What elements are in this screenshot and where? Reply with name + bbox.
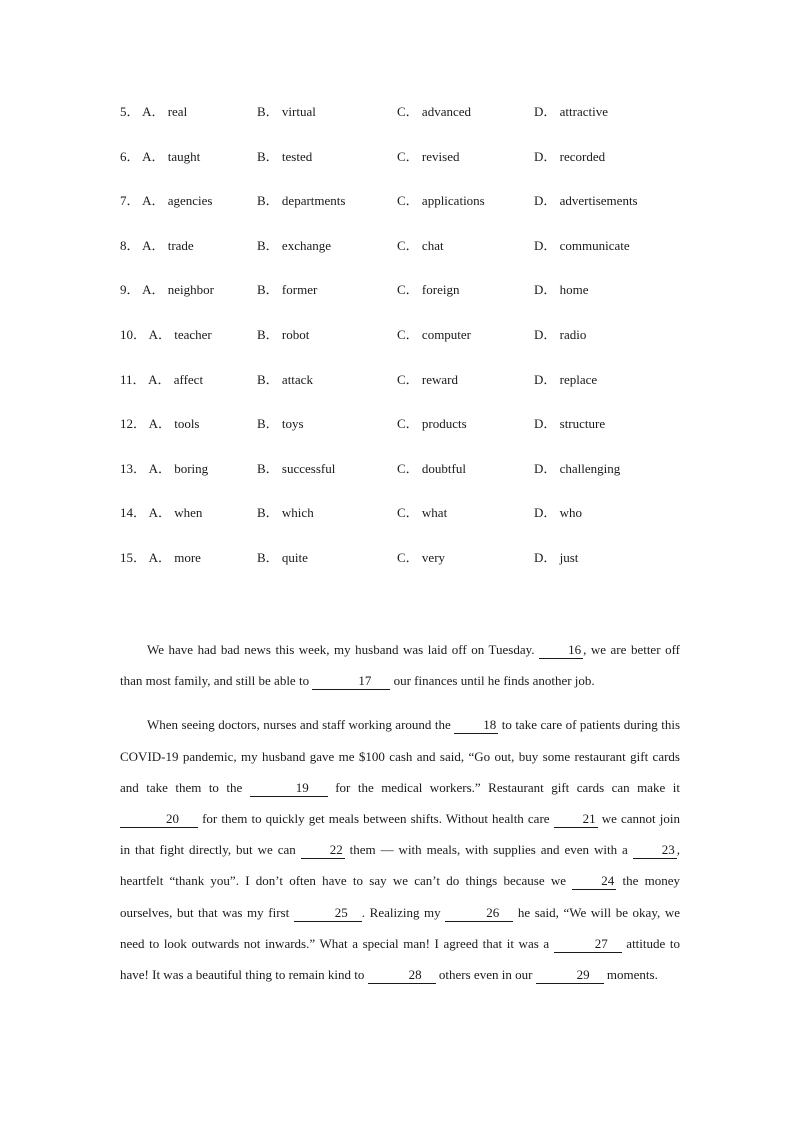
answer-options-list [120,99,680,590]
question-row-10 [120,322,680,367]
option-d: D． replace [534,371,598,387]
option-b: B． tested [257,148,313,164]
passage-text: for them to quickly get meals between shifts. Without health care [198,811,554,827]
question-row-9 [120,277,680,322]
option-a [120,188,212,214]
question-row-7 [120,188,680,233]
blank-20: 20 [120,811,198,828]
question-row-12 [120,411,680,456]
question-number: 7． [120,193,140,209]
option-a [120,456,208,482]
passage-text: When seeing doctors, nurses and staff working around the [147,717,455,733]
question-number: 6． [120,148,140,164]
option-c: C． products [397,416,467,432]
option-a-text: A． affect [148,371,204,387]
question-row-8 [120,233,680,278]
option-a-text: A． tools [148,416,200,432]
option-a [120,545,201,571]
question-number: 10． [120,326,147,342]
passage-text: to take care of patients during this COVID-19 pandemic, my husband gave me $100 cash and said, “Go out, buy some restaurant gift cards and take them to the [120,717,680,795]
option-d: D． who [534,505,583,521]
passage-text: them — with meals, with supplies and even with a [344,842,633,858]
blank-25: 25 [294,905,362,922]
option-a [120,99,187,125]
question-row-14 [120,500,680,545]
passage-text: , we are better off than most family, and still be able to [120,642,680,689]
option-b: B． attack [257,371,313,387]
passage-paragraph-1 [120,634,680,696]
passage-text: others even in our [435,967,536,983]
blank-22: 22 [301,842,345,859]
option-b: B． successful [257,460,336,476]
passage-text: we cannot join in that fight directly, but we can [120,811,680,858]
option-b: B． departments [257,193,346,209]
option-c: C． advanced [397,104,472,119]
option-a-text: A． agencies [142,193,213,209]
option-d: D． structure [534,416,606,432]
option-a-text: A． boring [148,460,209,476]
option-a-text: A． teacher [148,326,212,342]
question-number: 15． [120,549,147,565]
option-a-text: A． more [148,549,201,565]
option-c: C． very [397,549,446,565]
option-d: D． radio [534,326,587,342]
option-c: C． reward [397,371,459,387]
blank-17: 17 [312,673,390,690]
option-a-text: A． when [148,505,203,521]
blank-19: 19 [250,780,328,797]
option-a-text: A． taught [142,148,201,164]
option-d: D． challenging [534,460,621,476]
option-c: C． chat [397,237,444,253]
question-number: 13． [120,460,147,476]
blank-16: 16 [539,642,583,659]
question-number: 14． [120,505,147,521]
passage-text: the money ourselves, but that was my first [120,873,681,920]
option-a [120,322,212,348]
option-c: C． what [397,505,448,521]
option-a [120,277,214,303]
blank-26: 26 [445,905,513,922]
blank-28: 28 [368,967,436,984]
option-a-text: A． real [142,104,188,119]
option-d: D． attractive [534,104,608,119]
option-d: D． just [534,549,579,565]
option-a-text: A． neighbor [142,282,214,298]
question-row-13 [120,456,680,501]
passage-text: for the medical workers.” Restaurant gift cards can make it [327,779,680,795]
blank-18: 18 [454,717,498,734]
question-number: 12． [120,416,147,432]
question-row-5 [120,99,680,144]
passage-text: he said, “We will be okay, we need to look outwards not inwards.” What a special man! I agreed that it was a [120,904,680,951]
option-d: D． recorded [534,148,606,164]
blank-24: 24 [572,873,616,890]
question-number: 8． [120,237,140,253]
question-number: 5． [120,104,140,119]
option-b: B． virtual [257,104,316,119]
passage-text: We have had bad news this week, my husband was laid off on Tuesday. [147,642,540,657]
passage-text: attitude to have! It was a beautiful thing to remain kind to [120,935,680,983]
option-d: D． communicate [534,237,630,253]
option-c: C． applications [397,193,485,209]
question-row-15 [120,545,680,590]
passage-text: , heartfelt “thank you”. I don’t often have to say we can’t do things because we [120,842,680,889]
option-c: C． revised [397,148,460,164]
option-b: B． exchange [257,237,332,253]
option-a [120,367,203,393]
question-number: 11． [120,371,146,387]
option-a-text: A． trade [142,237,194,253]
cloze-passage [120,634,680,990]
option-b: B． robot [257,326,310,342]
option-a [120,500,202,526]
option-c: C． foreign [397,282,460,298]
question-number: 9． [120,282,140,298]
blank-21: 21 [554,811,598,828]
question-row-11 [120,367,680,412]
passage-text: . Realizing my [361,904,446,920]
passage-text: our finances until he finds another job. [390,673,595,689]
option-a [120,233,194,259]
option-b: B． which [257,505,314,521]
option-c: C． doubtful [397,460,466,476]
passage-text: moments. [603,967,658,983]
option-d: D． advertisements [534,193,638,209]
option-b: B． former [257,282,318,298]
option-c: C． computer [397,326,472,342]
blank-27: 27 [554,936,622,953]
passage-paragraph-2 [120,709,680,990]
question-row-6 [120,144,680,189]
option-d: D． home [534,282,589,298]
blank-23: 23 [633,842,677,859]
option-a [120,411,199,437]
option-a [120,144,200,170]
option-b: B． toys [257,416,304,432]
blank-29: 29 [536,967,604,984]
option-b: B． quite [257,549,308,565]
